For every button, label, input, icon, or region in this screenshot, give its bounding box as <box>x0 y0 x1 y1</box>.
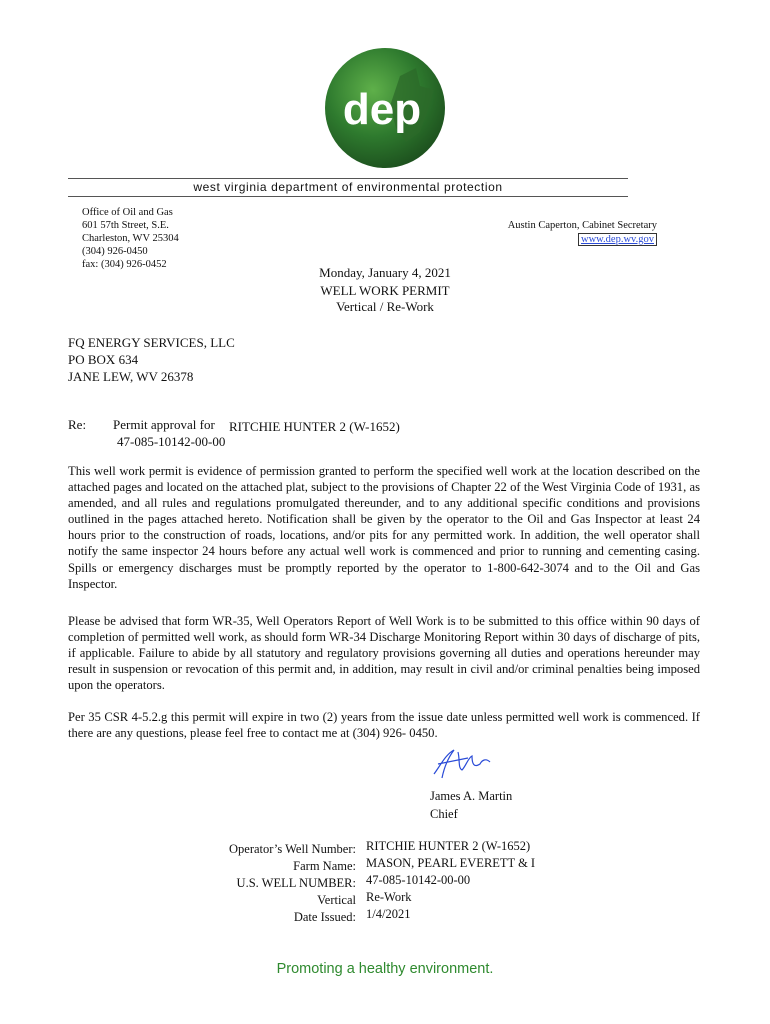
value-farm-name: MASON, PEARL EVERETT & I <box>366 856 536 870</box>
letter-date: Monday, January 4, 2021 <box>319 265 451 280</box>
label-us-well-number: U.S. WELL NUMBER: <box>236 876 356 890</box>
re-prefix: Permit approval for <box>113 417 215 432</box>
office-phone: (304) 926-0450 <box>82 246 148 257</box>
permit-type: Vertical / Re-Work <box>336 299 434 314</box>
recipient-po-box: PO BOX 634 <box>68 352 139 367</box>
value-operator-well-number: RITCHIE HUNTER 2 (W-1652) <box>366 839 531 853</box>
department-name: west virginia department of environmental protection <box>193 180 503 194</box>
office-fax: fax: (304) 926-0452 <box>82 259 167 270</box>
cabinet-secretary: Austin Caperton, Cabinet Secretary <box>507 220 657 231</box>
permit-title: WELL WORK PERMIT <box>320 283 450 298</box>
office-street: 601 57th Street, S.E. <box>82 220 169 231</box>
label-farm-name: Farm Name: <box>293 859 356 873</box>
paragraph-reports: Please be advised that form WR-35, Well Operators Report of Well Work is to be submitted to this office within 90 days of completion of permitted well work, as should form WR-34 Discharge Monitoring Report within 30 days of discharge of pits, if applicable. Failure to abide by all statutory and regulatory provisions governing all duties and operations hereunder may result in suspension or revocation of this permit and, in addition, may result in civil and/or criminal penalties being imposed upon the operators. <box>68 614 700 693</box>
office-city: Charleston, WV 25304 <box>82 233 179 244</box>
value-date-issued: 1/4/2021 <box>366 907 411 921</box>
label-date-issued: Date Issued: <box>293 910 356 924</box>
dep-logo <box>324 46 446 170</box>
handwritten-signature <box>428 744 494 782</box>
re-well-name: RITCHIE HUNTER 2 (W-1652) <box>229 419 400 434</box>
footer-slogan: Promoting a healthy environment. <box>276 961 494 977</box>
value-work-type: Re-Work <box>366 890 412 904</box>
recipient-company: FQ ENERGY SERVICES, LLC <box>68 335 235 350</box>
label-operator-well-number: Operator’s Well Number: <box>229 842 356 856</box>
paragraph-expiry: Per 35 CSR 4-5.2.g this permit will expire in two (2) years from the issue date unless permitted well work is commenced. If there are any questions, please feel free to contact me at (304) 926- 0450. <box>68 710 700 741</box>
header-rule <box>68 178 628 179</box>
label-vertical: Vertical <box>317 893 356 907</box>
logo-text: dep <box>342 85 422 134</box>
paragraph-permit: This well work permit is evidence of permission granted to perform the specified well work at the location described on the attached pages and located on the attached plat, subject to the provisions of Chapter 22 of the West Virginia Code of 1931, as amended, and all rules and regulations promulgated thereunder, and to any additional specific conditions and provisions outlined in the pages attached hereto. Notification shall be given by the operator to the Oil and Gas Inspector at least 24 hours prior to the construction of roads, locations, and/or pits for any permitted work. In addition, the well operator shall notify the same inspector 24 hours before any actual well work is commenced and prior to running and cementing casing. Spills or emergency discharges must be promptly reported by the operator to 1-800-642-3074 and to the Oil and Gas Inspector. <box>68 464 700 591</box>
re-api-number: 47-085-10142-00-00 <box>117 434 226 449</box>
re-label: Re: <box>68 417 87 432</box>
office-name: Office of Oil and Gas <box>82 207 173 218</box>
header-rule-lower <box>68 196 628 197</box>
website-link[interactable]: www.dep.wv.gov <box>578 233 657 246</box>
signer-name: James A. Martin <box>430 789 513 803</box>
signer-title: Chief <box>430 807 458 821</box>
recipient-city: JANE LEW, WV 26378 <box>68 369 194 384</box>
value-us-well-number: 47-085-10142-00-00 <box>366 873 471 887</box>
